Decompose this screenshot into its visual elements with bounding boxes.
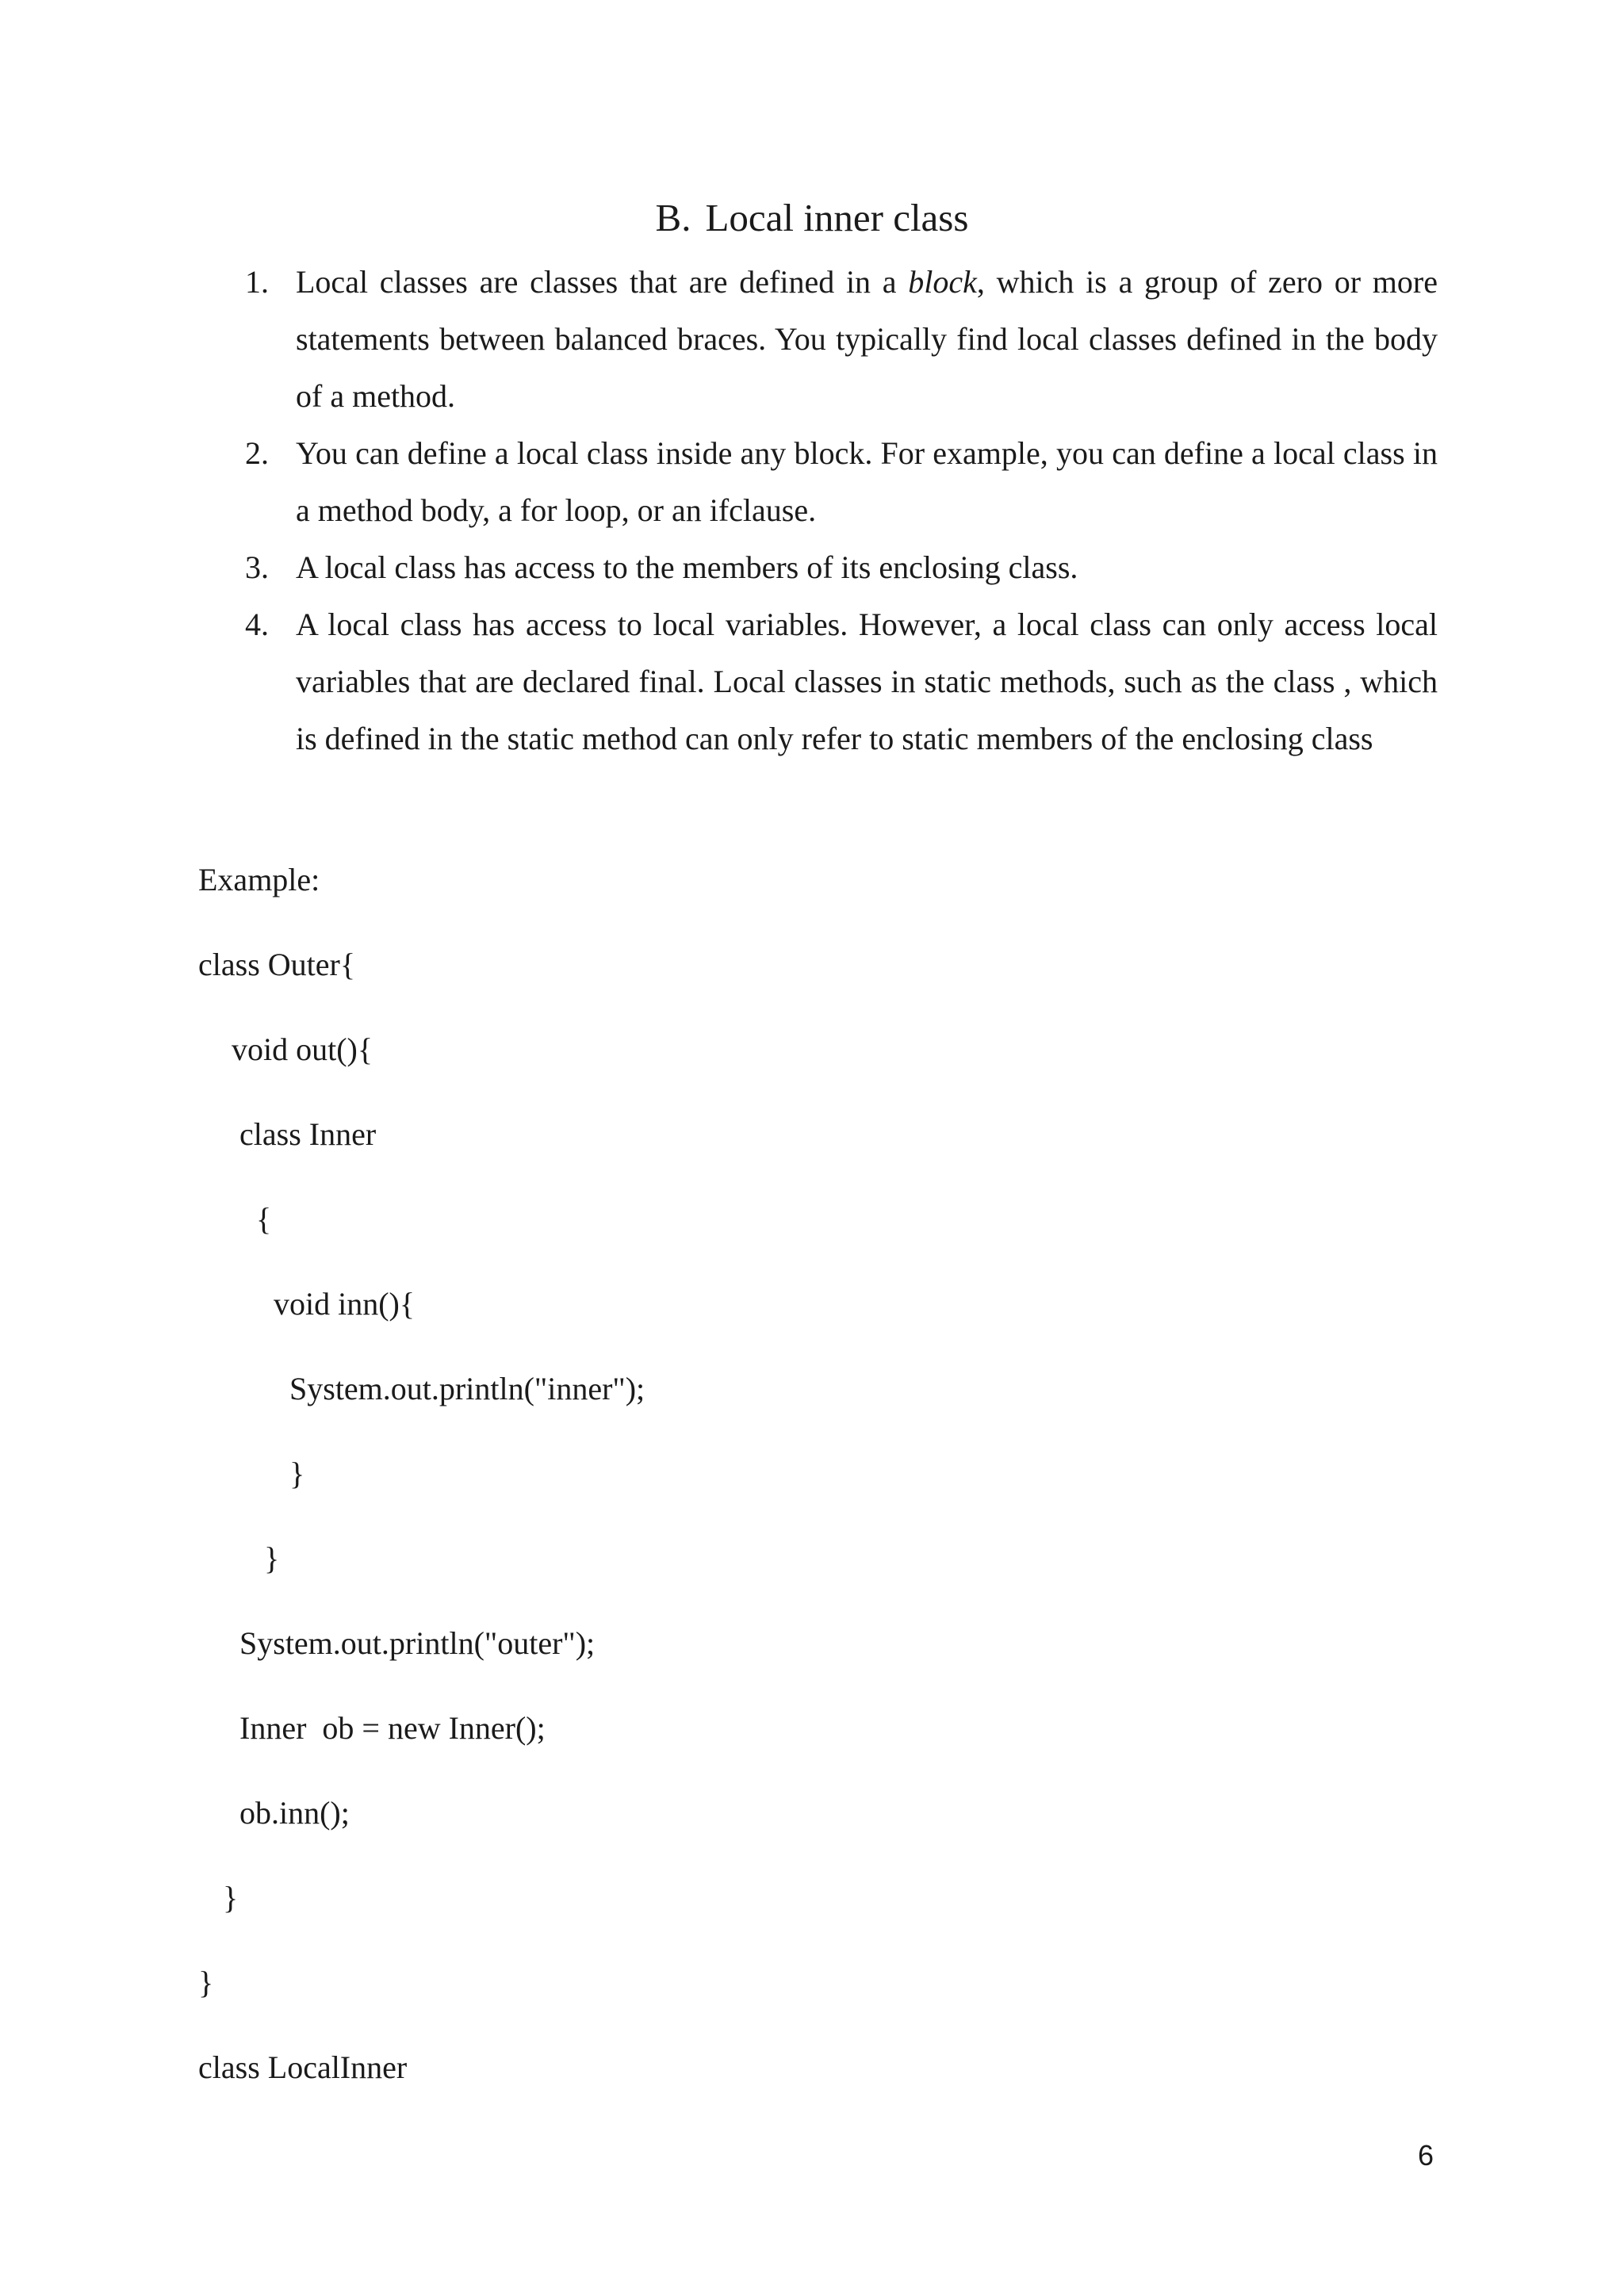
- code-line: void out(){: [232, 1031, 373, 1067]
- list-item-text: A local class has access to local variables. However, a local class can only access local variables that are declared final. Local classes in static methods, such as the class , which is defined in the static method can only refer to static members of the enclosing class: [296, 607, 1438, 756]
- list-item-number: 2.: [245, 435, 269, 471]
- code-line: class Inner: [239, 1116, 377, 1152]
- example-label: Example:: [198, 862, 320, 897]
- code-line: class Outer{: [198, 947, 356, 982]
- code-line: Inner ob = new Inner();: [239, 1710, 546, 1746]
- section-heading: [0, 190, 1624, 246]
- list-item-number: 3.: [245, 549, 269, 585]
- code-line: }: [289, 1456, 305, 1491]
- list-item-emphasis: block: [908, 264, 977, 300]
- list-item-number: 4.: [245, 607, 269, 642]
- list-item: [245, 539, 1438, 596]
- list-item-number: 1.: [245, 264, 269, 300]
- list-item-text: You can define a local class inside any block. For example, you can define a local class in a method body, a for loop, or an ifclause.: [296, 435, 1438, 528]
- code-line: }: [198, 1965, 214, 2000]
- code-line: System.out.println("inner");: [289, 1371, 645, 1406]
- code-line: ob.inn();: [239, 1795, 350, 1831]
- code-line: }: [223, 1880, 239, 1915]
- code-line: {: [256, 1201, 272, 1237]
- section-title: Local inner class: [705, 196, 969, 239]
- code-line: }: [264, 1540, 280, 1576]
- code-line: class LocalInner: [198, 2049, 408, 2085]
- section-letter: B.: [655, 196, 691, 239]
- list-item: [245, 254, 1438, 425]
- list-item-text-cont: , which is a group of zero or more statements between balanced braces. You typically find local classes defined in the body of a method.: [296, 264, 1438, 414]
- page-number: 6: [1417, 2139, 1434, 2172]
- code-line: void inn(){: [274, 1286, 416, 1322]
- list-item: [245, 596, 1438, 767]
- code-line: System.out.println("outer");: [239, 1625, 596, 1661]
- list-item-text: Local classes are classes that are defined in a: [296, 264, 909, 300]
- list-item: [245, 425, 1438, 539]
- list-item-text: A local class has access to the members of its enclosing class.: [296, 549, 1078, 585]
